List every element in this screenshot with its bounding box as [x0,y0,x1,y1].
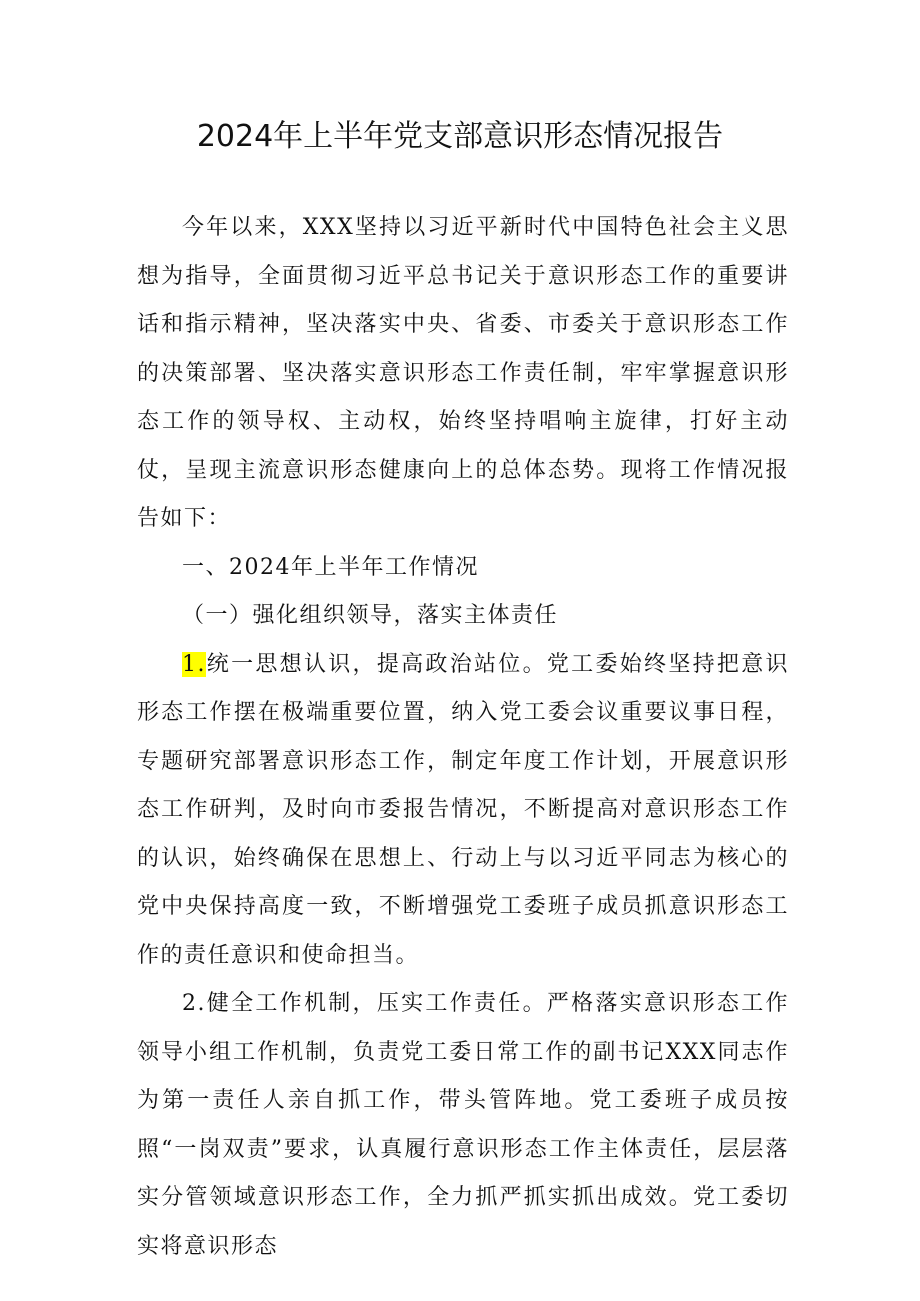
item-1-paragraph [137,641,789,981]
item-2-text: 健全工作机制，压实工作责任。严格落实意识形态工作领导小组工作机制，负责党工委日常工作的副书记XXX同志作为第一责任人亲自抓工作，带头管阵地。党工委班子成员按照“一岗双责”要求，认真履行意识形态工作主体责任，层层落实分管领域意识形态工作，全力抓严抓实抓出成效。党工委切实将意识形态 [137,991,789,1259]
item-1-number-highlight: 1. [182,651,206,677]
document-title: 2024年上半年党支部意识形态情况报告 [196,119,724,154]
item-2-paragraph [137,980,789,1271]
intro-paragraph: 今年以来，XXX坚持以习近平新时代中国特色社会主义思想为指导，全面贯彻习近平总书记关于意识形态工作的重要讲话和指示精神，坚决落实中央、省委、市委关于意识形态工作的决策部署、坚决落实意识形态工作责任制，牢牢掌握意识形态工作的领导权、主动权，始终坚持唱响主旋律，打好主动仗，呈现主流意识形态健康向上的总体态势。现将工作情况报告如下： [137,215,789,531]
item-2-number: 2. [182,991,206,1016]
item-1-text: 统一思想认识，提高政治站位。党工委始终坚持把意识形态工作摆在极端重要位置，纳入党工委会议重要议事日程，专题研究部署意识形态工作，制定年度工作计划，开展意识形态工作研判，及时向市委报告情况，不断提高对意识形态工作的认识，始终确保在思想上、行动上与以习近平同志为核心的党中央保持高度一致，不断增强党工委班子成员抓意识形态工作的责任意识和使命担当。 [137,651,789,968]
section-heading: 一、2024年上半年工作情况 [182,554,479,580]
document-body [137,204,789,1271]
subsection-heading: （一）强化组织领导，落实主体责任 [182,603,559,628]
